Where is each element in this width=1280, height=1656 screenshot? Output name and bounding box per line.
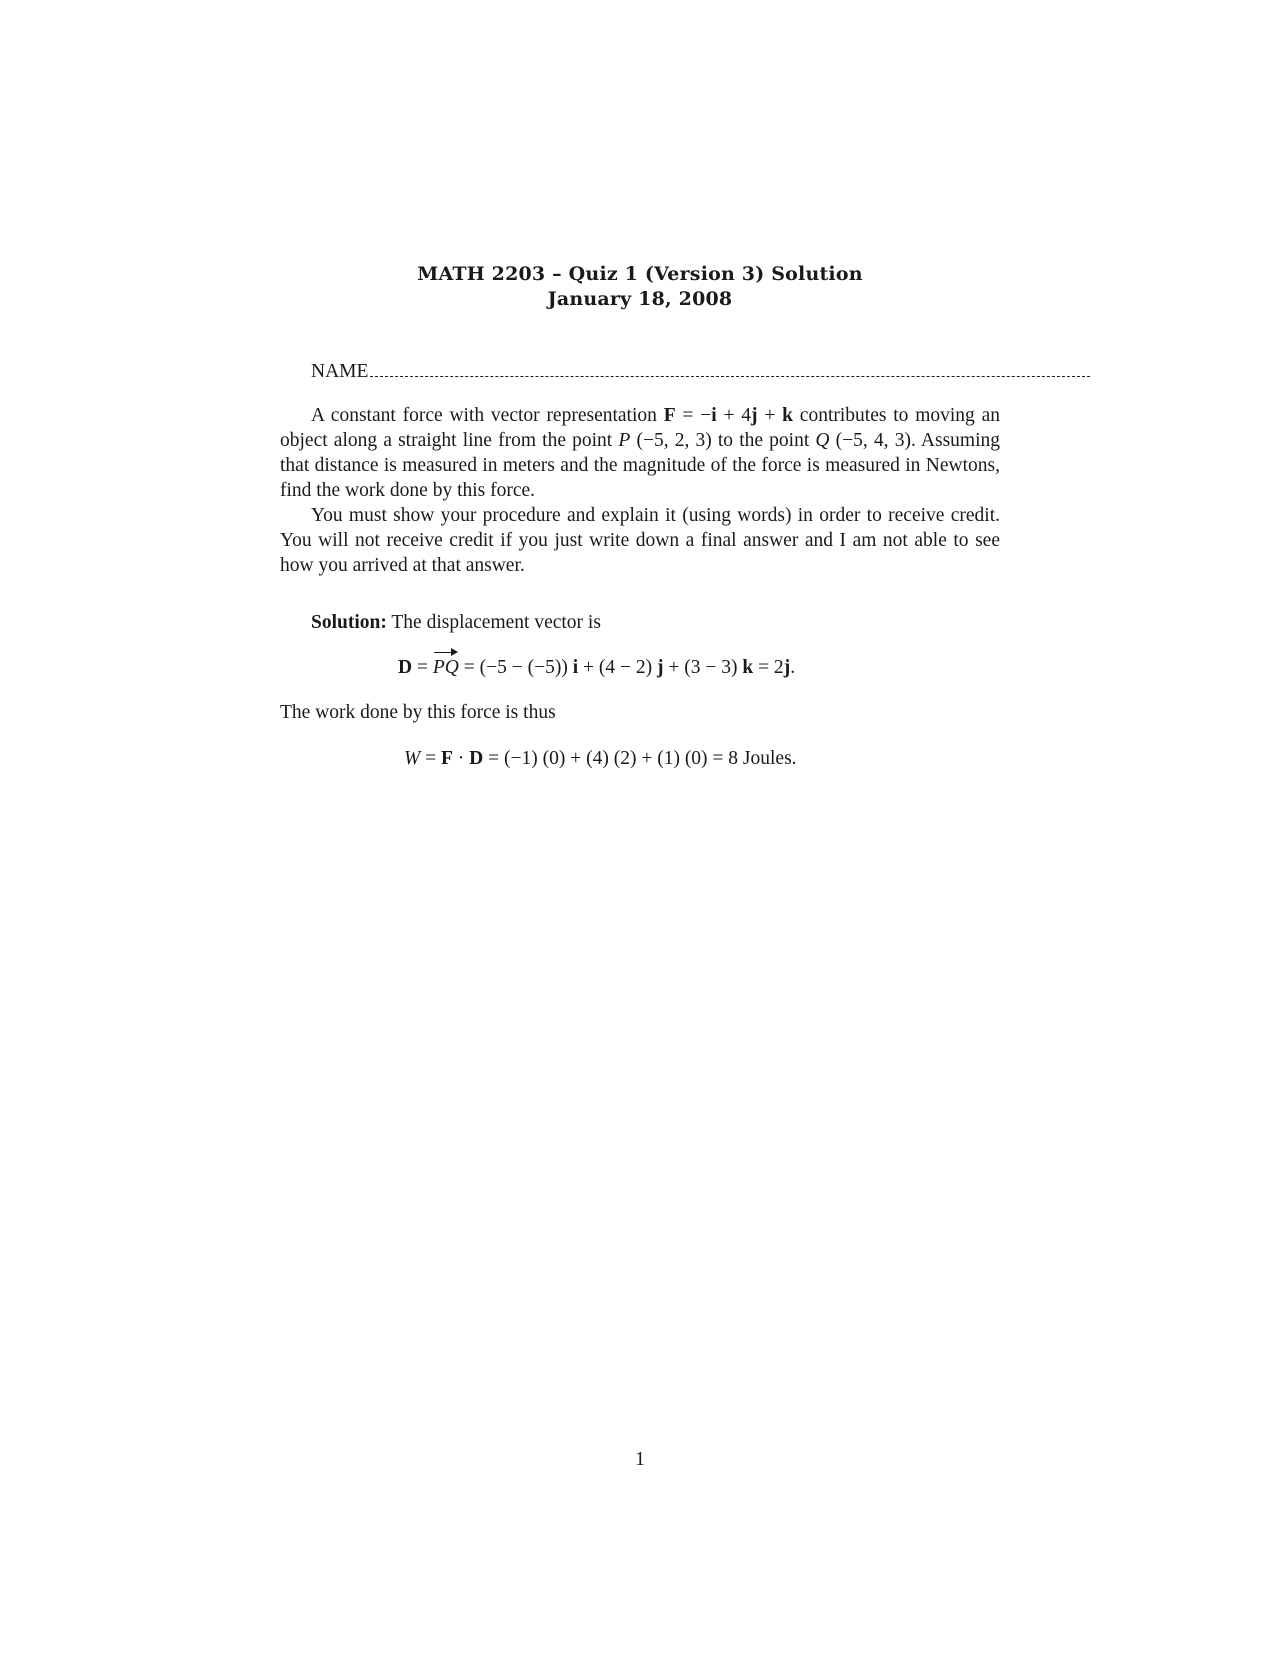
math-op: = [420, 748, 441, 769]
unit-vector-i: i [711, 405, 717, 426]
point-Q: Q [815, 430, 830, 451]
math-op: + 4 [716, 405, 752, 426]
displacement-equation [398, 657, 795, 679]
math-op: + (3 − 3) [663, 657, 743, 678]
math-op: + (4 − 2) [578, 657, 657, 678]
name-blank-line[interactable] [370, 358, 1090, 377]
problem-statement [280, 403, 1000, 578]
vector-D: D [469, 748, 484, 769]
math-op: . [790, 657, 796, 678]
header [0, 262, 1280, 312]
math-op: · [452, 748, 470, 769]
page-number: 1 [635, 1448, 645, 1470]
point-P: P [618, 430, 631, 451]
unit-vector-j: j [783, 657, 791, 678]
problem-text: (−5, 2, 3) to the point [630, 430, 816, 451]
math-op: = 2 [753, 657, 784, 678]
problem-paragraph-2: You must show your procedure and explain it (using words) in order to receive credit. You will not receive credit if you just write down a final answer and I am not able to see how you arrived at that answer. [280, 505, 1000, 576]
unit-vector-j: j [656, 657, 664, 678]
problem-text: contributes to moving an object along a straight line from the point [280, 405, 1000, 451]
solution-intro [311, 610, 601, 635]
vector-PQ: PQ [432, 657, 459, 678]
name-field [311, 358, 1090, 383]
solution-intro-text: The displacement vector is [386, 612, 601, 633]
math-op: = − [675, 405, 712, 426]
problem-paragraph-1 [280, 403, 1000, 503]
page-date: January 18, 2008 [547, 288, 733, 310]
problem-text: (−5, 4, 3). Assuming that distance is measured in meters and the magnitude of the force is measured in Newtons, find the work done by this force. [280, 430, 1000, 501]
math-op: + [757, 405, 783, 426]
math-op: = (−1) (0) + (4) (2) + (1) (0) = 8 Joules. [483, 748, 797, 769]
math-op: = [412, 657, 433, 678]
solution-label: Solution: [311, 612, 387, 633]
unit-vector-k: k [782, 405, 793, 426]
vector-F: F [663, 405, 676, 426]
unit-vector-k: k [742, 657, 754, 678]
variable-W: W [404, 748, 421, 769]
unit-vector-j: j [751, 405, 758, 426]
math-op: = (−5 − (−5)) [458, 657, 573, 678]
vector-F: F [441, 748, 453, 769]
problem-text: A constant force with vector representation [311, 405, 664, 426]
unit-vector-i: i [572, 657, 579, 678]
page-title: MATH 2203 – Quiz 1 (Version 3) Solution [417, 263, 863, 285]
work-equation [404, 748, 797, 770]
work-intro-text: The work done by this force is thus [280, 702, 556, 723]
vector-D: D [398, 657, 413, 678]
name-label: NAME [311, 361, 369, 382]
